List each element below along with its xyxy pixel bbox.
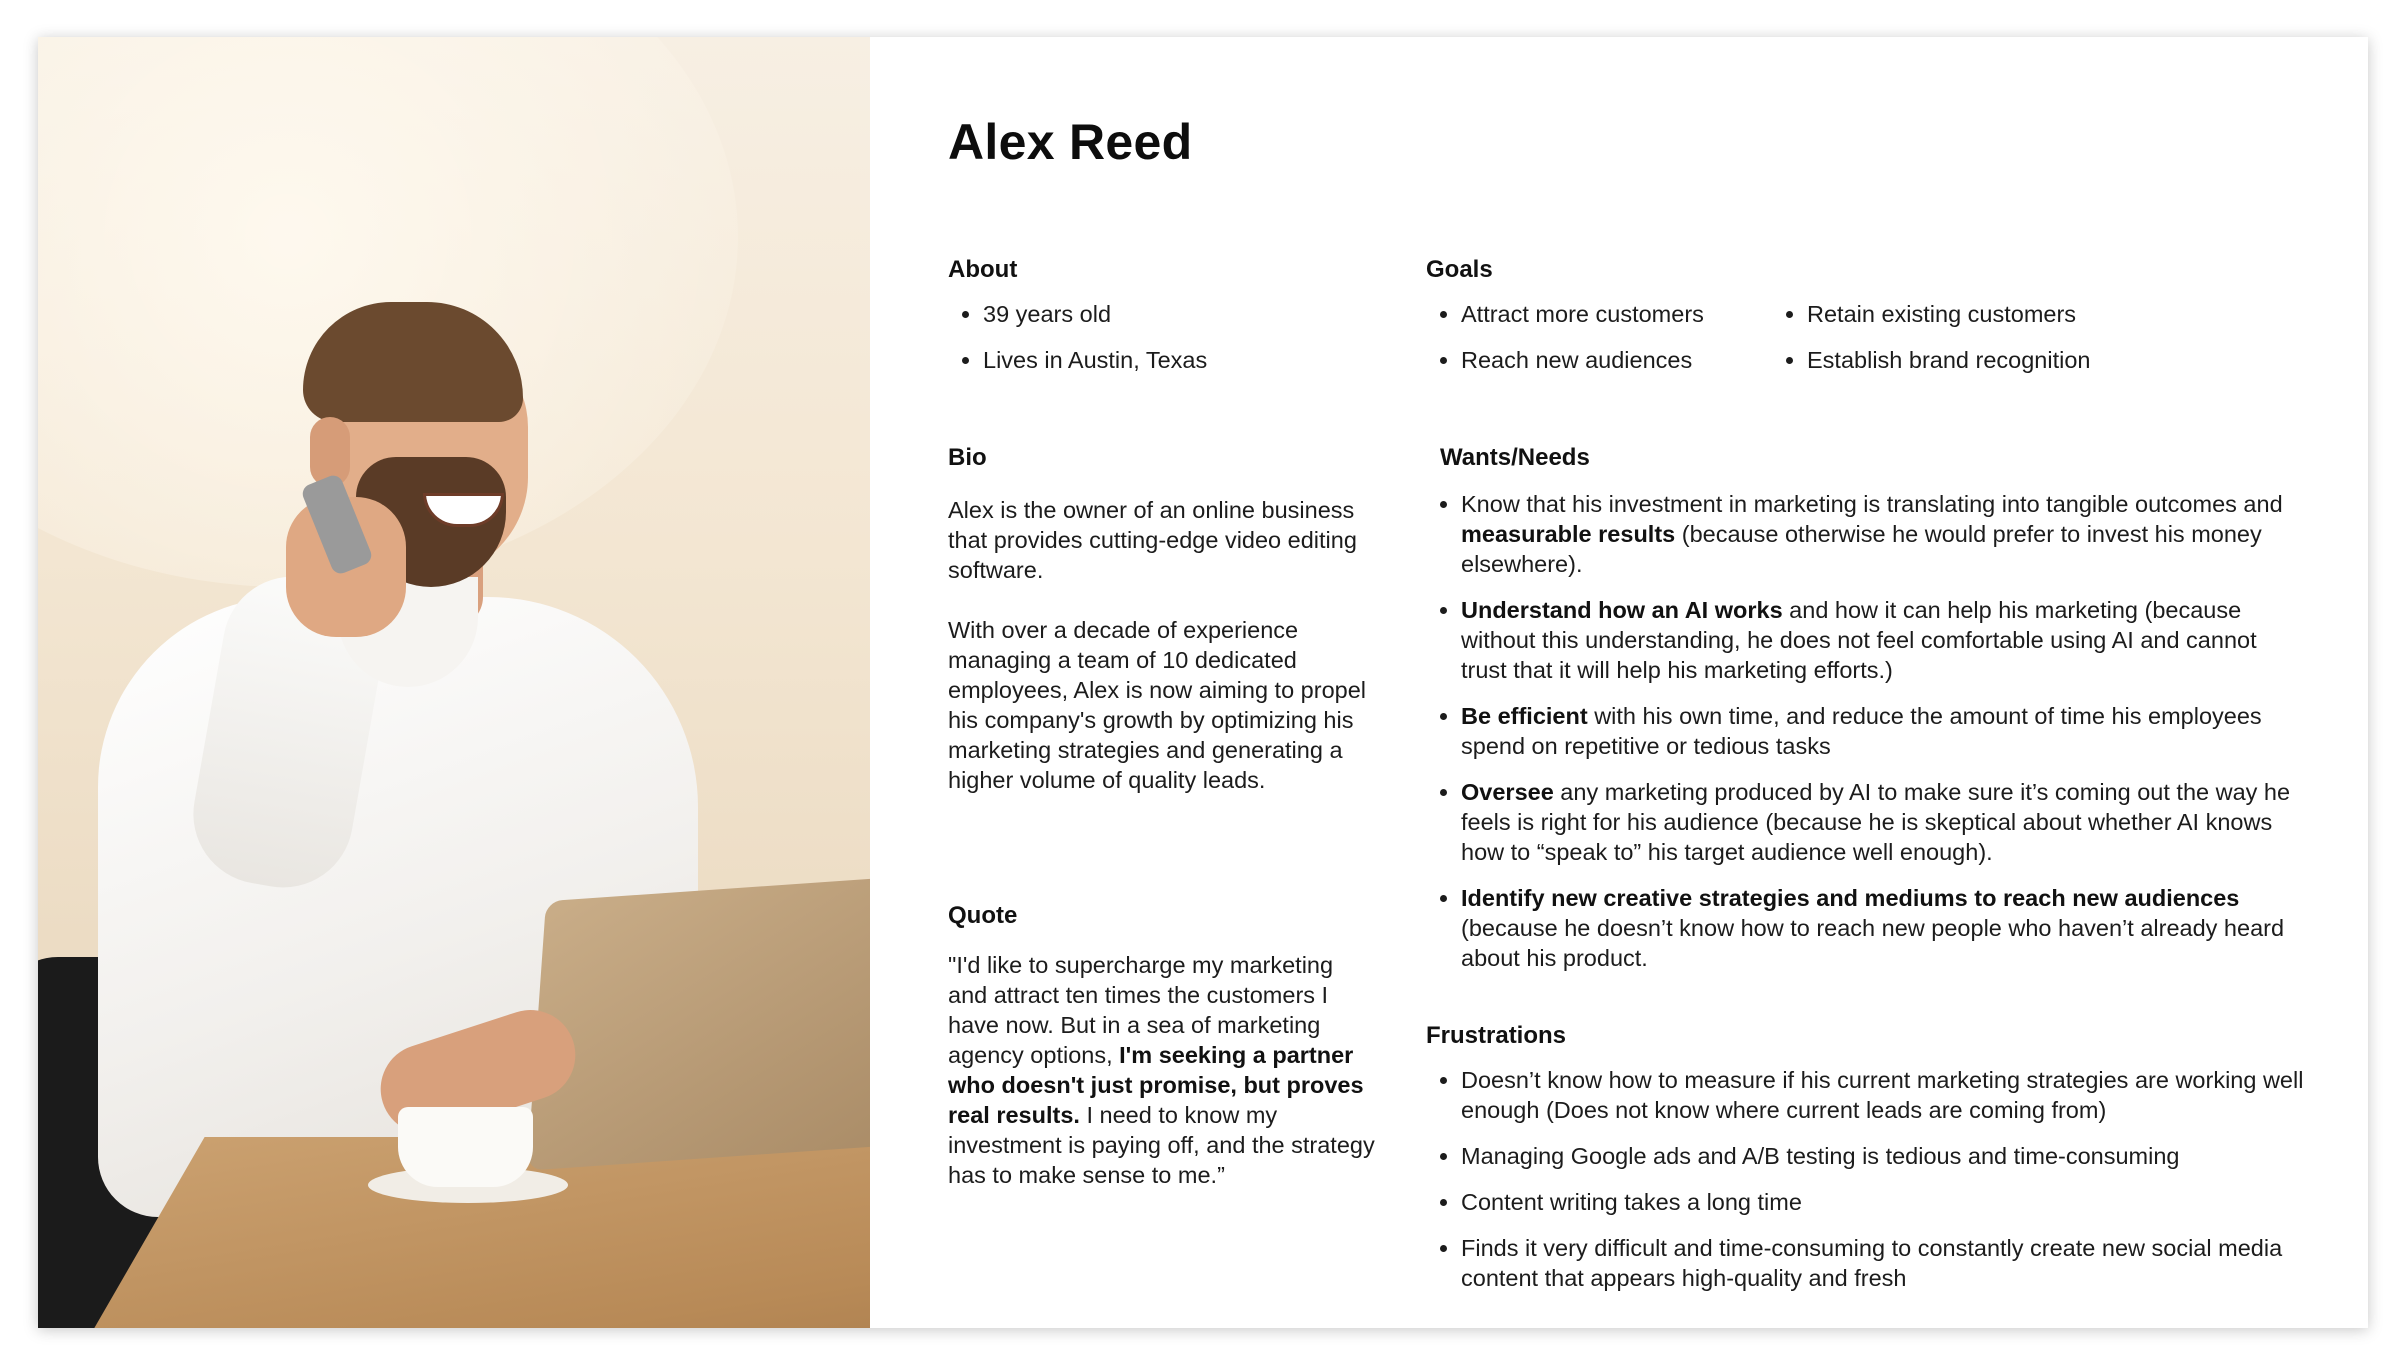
wants-list (1426, 489, 2291, 989)
bio-paragraph: With over a decade of experience managing a team of 10 dedicated employees, Alex is now aiming to propel his company's growth by optimizing his marketing strategies and generating a higher volume of quality leads. (948, 617, 1366, 793)
quote-heading: Quote (948, 902, 1018, 929)
quote-text: "I'd like to supercharge my marketing and attract ten times the customers I have now. But in a sea of marketing agency options, I'm seeking a partner who doesn't just promise, but proves real results. I need to know my investment is paying off, and the strategy has to make sense to me.” (948, 952, 1375, 1188)
want-item: • Be efficient with his own time, and reduce the amount of time his employees spend on repetitive or tedious tasks (1461, 701, 2291, 761)
goals-heading: Goals (1426, 256, 1493, 283)
want-item: • Oversee any marketing produced by AI to make sure it’s coming out the way he feels is right for his audience (because he is skeptical about whether AI knows how to “speak to” his target audience well enough). (1461, 777, 2291, 867)
persona-details (870, 37, 2368, 1328)
want-item: • Know that his investment in marketing is translating into tangible outcomes and measurable results (because otherwise he would prefer to invest his money elsewhere). (1461, 489, 2291, 579)
goal-item: • Establish brand recognition (1807, 345, 2207, 375)
goal-item: • Reach new audiences (1461, 345, 1791, 375)
wants-heading: Wants/Needs (1440, 444, 1590, 471)
want-item: • Understand how an AI works and how it can help his marketing (because without this understanding, he does not feel comfortable using AI and cannot trust that it will help his marketing efforts.) (1461, 595, 2291, 685)
goal-item: • Retain existing customers (1807, 299, 2207, 329)
quote-emphasis: I'm seeking a partner who doesn't just promise, but proves real results. (948, 1042, 1364, 1128)
about-list (948, 299, 1403, 375)
want-item: • Identify new creative strategies and mediums to reach new audiences (because he doesn’t know how to reach new people who haven’t already heard about his product. (1461, 883, 2291, 973)
frustration-item: • Managing Google ads and A/B testing is tedious and time-consuming (1461, 1141, 2311, 1171)
frustrations-heading: Frustrations (1426, 1022, 1567, 1049)
goals-list-col2 (1772, 299, 2207, 375)
bio-paragraph: Alex is the owner of an online business that provides cutting-edge video editing software. (948, 497, 1357, 583)
frustration-item: • Finds it very difficult and time-consuming to constantly create new social media content that appears high-quality and fresh (1461, 1233, 2311, 1293)
persona-photo (38, 37, 870, 1328)
goal-item: • Attract more customers (1461, 299, 1791, 329)
persona-card (38, 37, 2368, 1328)
frustrations-list (1426, 1065, 2311, 1309)
about-item: • Lives in Austin, Texas (983, 345, 1403, 375)
persona-name: Alex Reed (948, 114, 1193, 170)
goals-list-col1 (1426, 299, 1791, 375)
about-heading: About (948, 256, 1018, 283)
bio-heading: Bio (948, 444, 987, 471)
about-item: • 39 years old (983, 299, 1403, 329)
frustration-item: • Content writing takes a long time (1461, 1187, 2311, 1217)
frustration-item: • Doesn’t know how to measure if his current marketing strategies are working well enough (Does not know where current leads are coming from) (1461, 1065, 2311, 1125)
